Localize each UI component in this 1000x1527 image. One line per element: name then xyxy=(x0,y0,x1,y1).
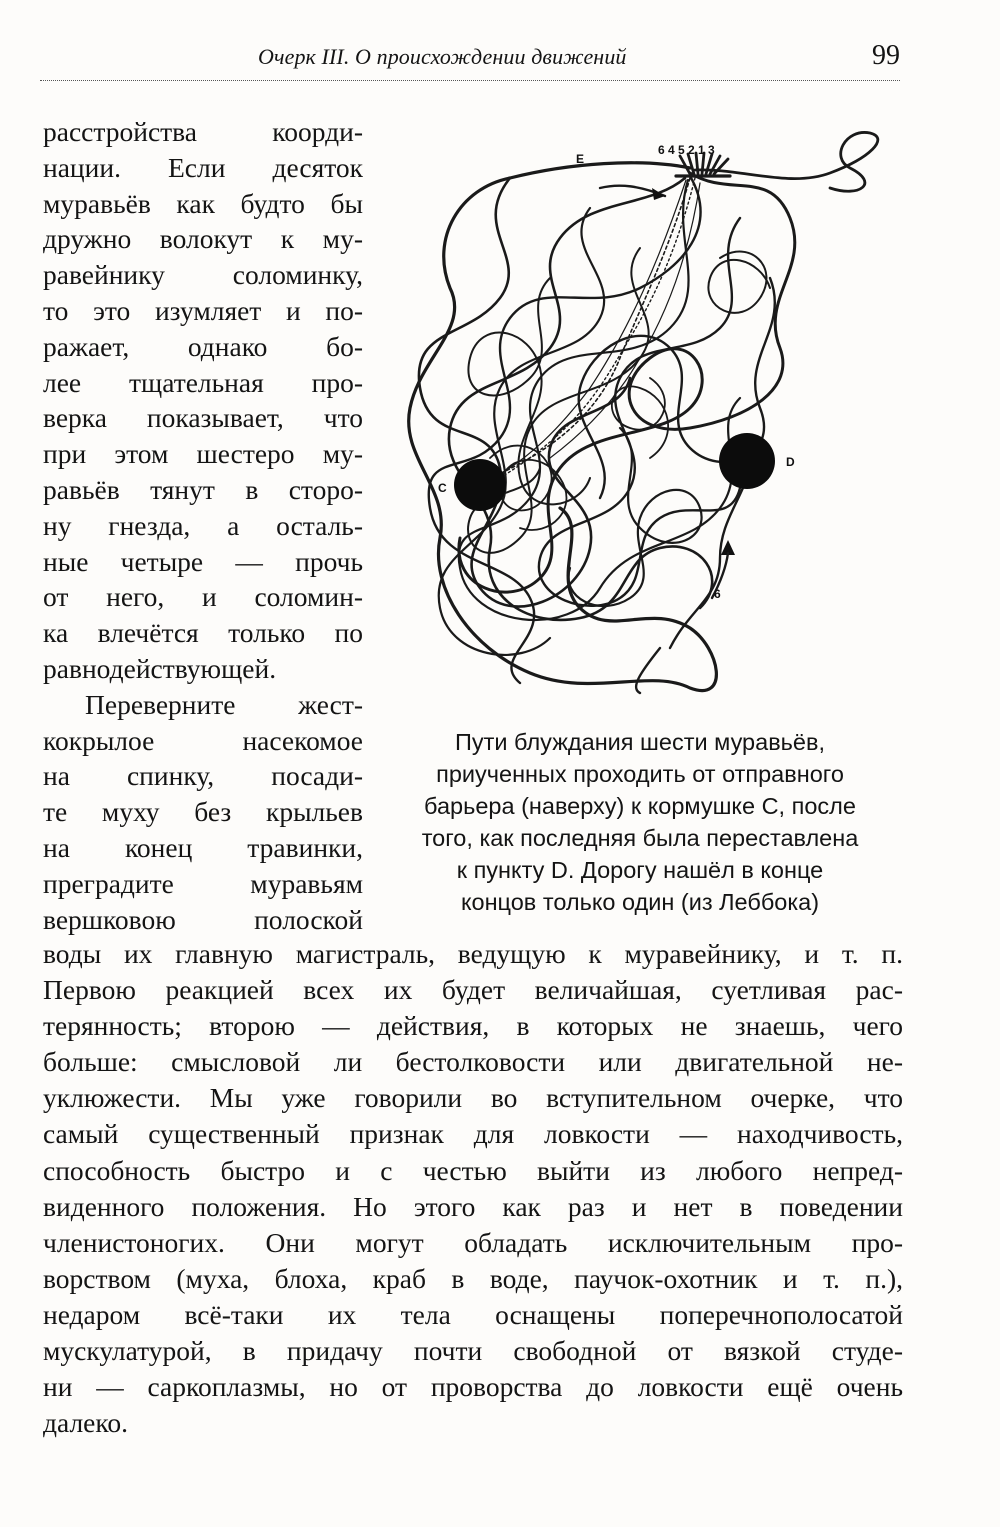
text-line: воды их главную магистраль, ведущую к муравейнику, и т. п. xyxy=(43,938,903,969)
text-line: равьёв тянут в сторо- xyxy=(43,473,363,505)
ant-path xyxy=(419,178,630,607)
text-line: равейнику соломинку, xyxy=(43,259,363,291)
text-line: мускулатурой, в придачу почти свободной от вязкой студе- xyxy=(43,1335,903,1367)
caption-line: того, как последняя была переставлена xyxy=(421,825,859,851)
ant-path xyxy=(708,252,770,313)
feeder-c xyxy=(454,459,506,511)
text-line: дружно волокут к му- xyxy=(43,223,363,255)
text-line: то это изумляет и по- xyxy=(43,294,363,326)
ant-path-thin xyxy=(490,180,686,480)
text-line: виденного положения. Но этого как раз и нет в поведении xyxy=(43,1190,903,1222)
text-line: ни — саркоплазмы, но от проворства до ловкости ещё очень xyxy=(43,1371,903,1403)
text-line: ка влечётся только по xyxy=(43,617,363,649)
figure-caption xyxy=(375,726,905,918)
main-body-text xyxy=(43,936,903,1441)
caption-line: барьера (наверху) к кормушке C, после xyxy=(424,793,856,819)
text-line: нации. Если десяток xyxy=(43,151,363,183)
text-line: самый существенный признак для ловкости — находчивость, xyxy=(43,1118,903,1150)
text-line: лее тщательная про- xyxy=(43,366,363,398)
text-line: Первою реакцией всех их будет величайшая, суетливая рас- xyxy=(43,974,903,1006)
text-line: равнодействующей. xyxy=(43,652,277,684)
text-line: кокрылое насекомое xyxy=(43,724,363,756)
caption-line: к пункту D. Дорогу нашёл в конце xyxy=(456,857,824,883)
text-line: верка показывает, что xyxy=(43,402,363,434)
path-to-feeder-d xyxy=(636,648,660,693)
text-line: терянность; второю — действия, в которых не знаешь, чего xyxy=(43,1010,903,1042)
text-line: ворством (муха, блоха, краб в воде, паучок-охотник и т. п.), xyxy=(43,1262,903,1294)
ant-path xyxy=(459,173,795,592)
text-line: ражает, однако бо- xyxy=(43,330,363,362)
ant-paths-figure xyxy=(390,128,900,708)
text-line: далеко. xyxy=(43,1407,128,1439)
label-c: C xyxy=(438,481,447,495)
text-line: преградите муравьям xyxy=(43,867,363,899)
caption-line: приученных проходить от отправного xyxy=(436,761,844,787)
text-line: от него, и соломин- xyxy=(43,581,363,613)
text-line: уклюжести. Мы уже говорили во вступительном очерке, что xyxy=(43,1082,903,1114)
page-header xyxy=(40,40,900,80)
text-line: на спинку, посади- xyxy=(43,760,363,792)
text-line: муравьёв как будто бы xyxy=(43,187,363,219)
left-column-text xyxy=(43,114,363,937)
text-line: больше: смысловой ли бестолковости или двигательной не- xyxy=(43,1046,903,1078)
text-line: ну гнезда, а осталь- xyxy=(43,509,363,541)
text-line: на конец травинки, xyxy=(43,831,363,863)
text-line: недаром всё-таки их тела оснащены поперечнополосатой xyxy=(43,1298,903,1330)
text-line: при этом шестеро му- xyxy=(43,438,363,470)
text-line: те муху без крыльев xyxy=(43,796,363,828)
caption-line: концов только один (из Леббока) xyxy=(460,889,820,915)
header-rule xyxy=(40,80,900,81)
label-d: D xyxy=(786,455,795,469)
ant-path-dotted xyxy=(500,178,695,478)
label-e: E xyxy=(576,152,585,166)
text-line: членистоногих. Они могут обладать исключительным про- xyxy=(43,1226,903,1258)
ant-paths-drawing xyxy=(390,128,900,708)
page-number: 99 xyxy=(872,40,900,71)
running-title: Очерк III. О происхождении движений xyxy=(258,44,627,69)
text-line: способность быстро и с честью выйти из любого непред- xyxy=(43,1154,903,1186)
text-line: расстройства коорди- xyxy=(43,116,363,147)
label-six: 6 xyxy=(714,587,721,601)
caption-line: Пути блуждания шести муравьёв, xyxy=(455,729,825,755)
text-line: вершковою полоской xyxy=(43,903,363,935)
text-line: ные четыре — прочь xyxy=(43,545,363,577)
label-barrier-numbers: 6 4 5 2 1 3 xyxy=(658,143,715,157)
text-line: Переверните жест- xyxy=(85,688,363,720)
feeder-d xyxy=(719,433,775,489)
